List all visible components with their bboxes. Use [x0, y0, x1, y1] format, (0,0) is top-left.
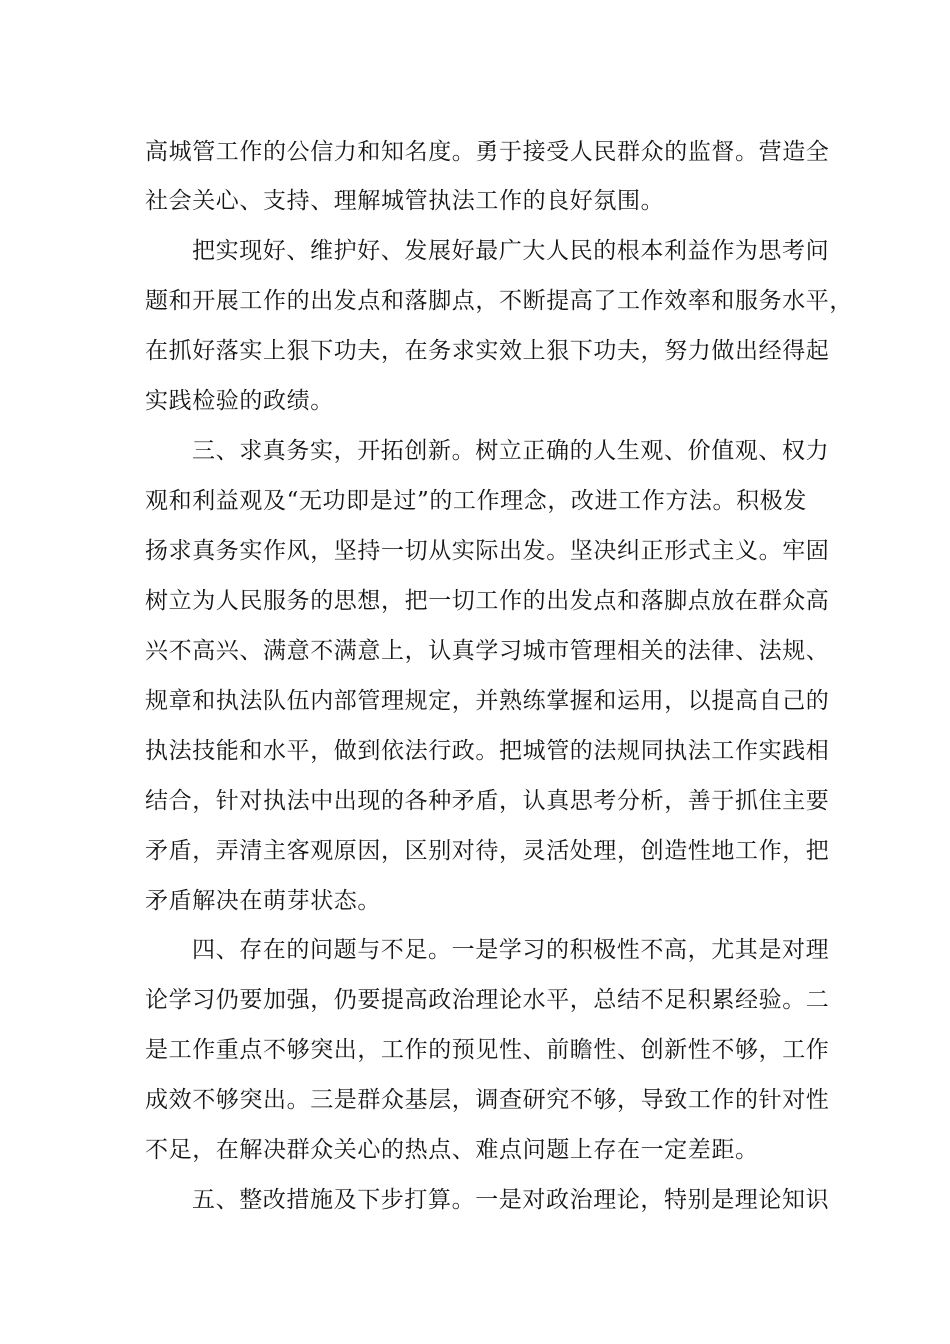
text-line: 扬求真务实作风，坚持一切从实际出发。坚决纠正形式主义。牢固: [145, 538, 830, 564]
text-line: 不足，在解决群众关心的热点、难点问题上存在一定差距。: [145, 1137, 759, 1163]
text-line: 社会关心、支持、理解城管执法工作的良好氛围。: [145, 188, 665, 214]
text-line: 观和利益观及“无功即是过”的工作理念，改进工作方法。积极发: [145, 488, 807, 514]
section-heading-line: 三、求真务实，开拓创新。树立正确的人生观、价值观、权力: [192, 438, 830, 464]
text-line: 是工作重点不够突出，工作的预见性、前瞻性、创新性不够，工作: [145, 1037, 830, 1063]
section-heading-line: 五、整改措施及下步打算。一是对政治理论，特别是理论知识: [192, 1187, 830, 1213]
text-line: 实践检验的政绩。: [145, 388, 334, 414]
text-line: 高城管工作的公信力和知名度。勇于接受人民群众的监督。营造全: [145, 139, 830, 165]
text-line: 执法技能和水平，做到依法行政。把城管的法规同执法工作实践相: [145, 738, 830, 764]
text-line: 题和开展工作的出发点和落脚点，不断提高了工作效率和服务水平，: [145, 288, 853, 314]
text-line: 兴不高兴、满意不满意上，认真学习城市管理相关的法律、法规、: [145, 638, 830, 664]
text-line: 矛盾，弄清主客观原因，区别对待，灵活处理，创造性地工作，把: [145, 838, 830, 864]
section-heading-line: 四、存在的问题与不足。一是学习的积极性不高，尤其是对理: [192, 937, 830, 963]
text-line: 成效不够突出。三是群众基层，调查研究不够，导致工作的针对性: [145, 1087, 830, 1113]
text-line: 在抓好落实上狠下功夫，在务求实效上狠下功夫，努力做出经得起: [145, 338, 830, 364]
text-line: 结合，针对执法中出现的各种矛盾，认真思考分析，善于抓住主要: [145, 788, 830, 814]
paragraph-start-line: 把实现好、维护好、发展好最广大人民的根本利益作为思考问: [192, 238, 830, 264]
text-line: 规章和执法队伍内部管理规定，并熟练掌握和运用，以提高自己的: [145, 688, 830, 714]
text-line: 树立为人民服务的思想，把一切工作的出发点和落脚点放在群众高: [145, 588, 830, 614]
text-line: 矛盾解决在萌芽状态。: [145, 888, 381, 914]
text-line: 论学习仍要加强，仍要提高政治理论水平，总结不足积累经验。二: [145, 987, 830, 1013]
